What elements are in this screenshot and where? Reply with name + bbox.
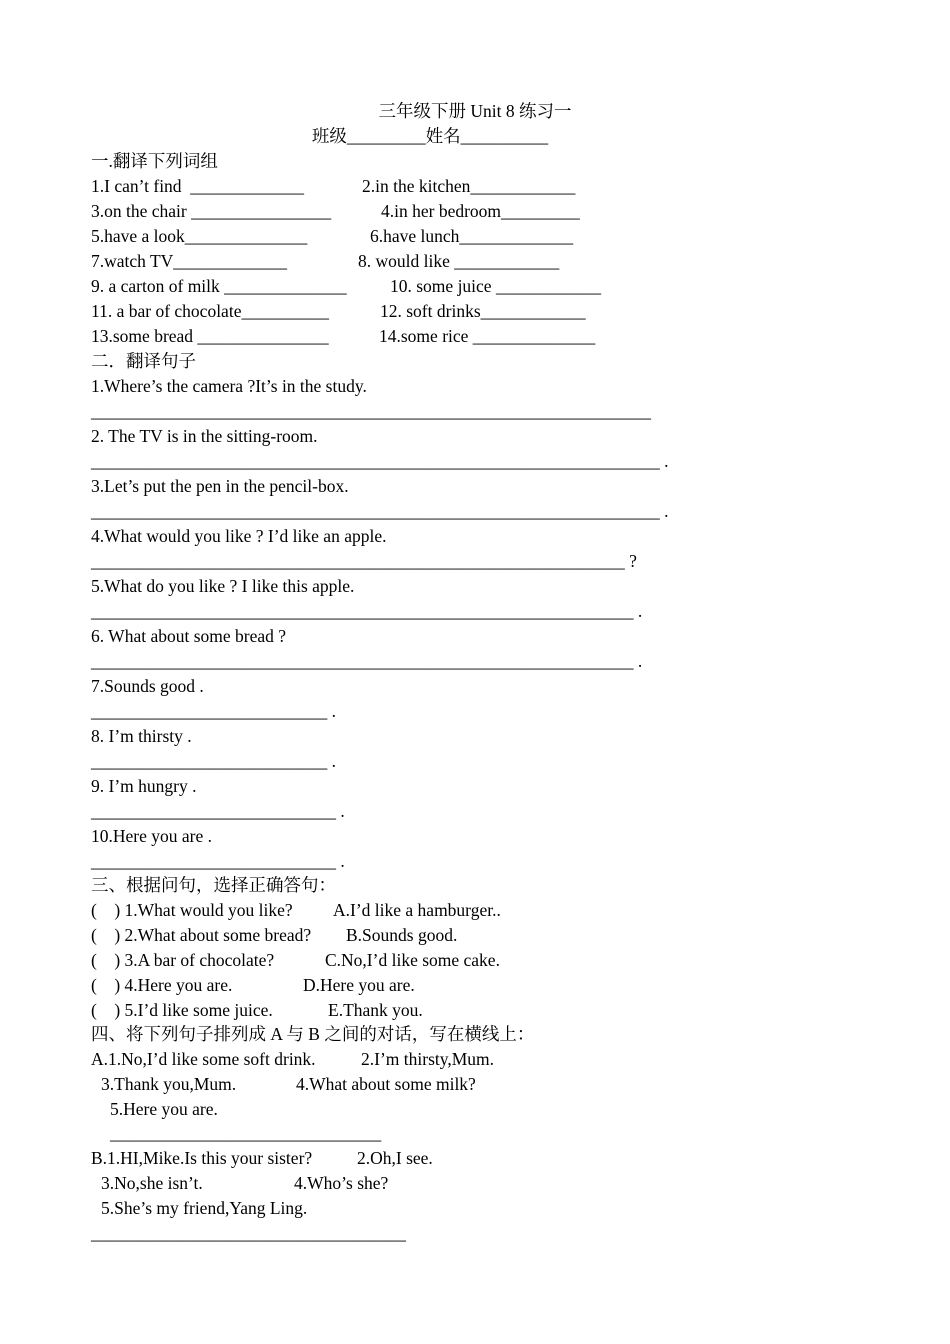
dialog-b-sentence: B.1.HI,Mike.Is this your sister?	[91, 1148, 313, 1168]
phrase-item[interactable]: 11. a bar of chocolate__________	[91, 301, 329, 321]
dialog-b-answer-line[interactable]: ____________________________________	[91, 1223, 406, 1243]
sentence-answer-line[interactable]: ____________________________ .	[91, 801, 345, 821]
sentence-prompt: 7.Sounds good .	[91, 676, 204, 696]
match-answer: E.Thank you.	[328, 1000, 423, 1020]
dialog-a-sentence: 3.Thank you,Mum.	[101, 1074, 237, 1094]
match-question[interactable]: ( ) 2.What about some bread?	[91, 925, 312, 945]
sentence-answer-line[interactable]: _________________________________________________________________ .	[91, 451, 669, 471]
section3-heading: 三、根据问句，选择正确答句：	[91, 875, 336, 895]
sentence-answer-line[interactable]: ____________________________ .	[91, 851, 345, 871]
sentence-prompt: 5.What do you like ? I like this apple.	[91, 576, 355, 596]
dialog-b-sentence: 3.No,she isn’t.	[101, 1173, 203, 1193]
phrase-item[interactable]: 10. some juice ____________	[390, 276, 601, 296]
match-question[interactable]: ( ) 3.A bar of chocolate?	[91, 950, 275, 970]
sentence-answer-line[interactable]: ________________________________________________________________	[91, 401, 651, 421]
sentence-prompt: 9. I’m hungry .	[91, 776, 197, 796]
dialog-a-sentence: 5.Here you are.	[110, 1099, 218, 1119]
phrase-item[interactable]: 7.watch TV_____________	[91, 251, 288, 271]
sentence-answer-line[interactable]: _____________________________________________________________ ?	[91, 551, 637, 571]
match-answer: C.No,I’d like some cake.	[325, 950, 500, 970]
sentence-answer-line[interactable]: ___________________________ .	[91, 701, 336, 721]
match-answer: B.Sounds good.	[346, 925, 458, 945]
phrase-item[interactable]: 12. soft drinks____________	[380, 301, 586, 321]
phrase-item[interactable]: 5.have a look______________	[91, 226, 308, 246]
match-question[interactable]: ( ) 1.What would you like?	[91, 900, 293, 920]
sentence-prompt: 10.Here you are .	[91, 826, 212, 846]
section1-heading: 一.翻译下列词组	[91, 151, 218, 171]
section4-heading: 四、将下列句子排列成 A 与 B 之间的对话，写在横线上：	[91, 1024, 535, 1044]
sentence-prompt: 6. What about some bread ?	[91, 626, 287, 646]
match-answer: A.I’d like a hamburger..	[333, 900, 501, 920]
match-answer: D.Here you are.	[303, 975, 415, 995]
dialog-b-sentence: 5.She’s my friend,Yang Ling.	[101, 1198, 308, 1218]
sentence-prompt: 8. I’m thirsty .	[91, 726, 192, 746]
phrase-item[interactable]: 1.I can’t find _____________	[91, 176, 305, 196]
phrase-item[interactable]: 6.have lunch_____________	[370, 226, 574, 246]
sentence-prompt: 4.What would you like ? I’d like an apple.	[91, 526, 387, 546]
section2-heading: 二．翻译句子	[91, 351, 196, 371]
dialog-b-sentence: 2.Oh,I see.	[357, 1148, 433, 1168]
sentence-answer-line[interactable]: ______________________________________________________________ .	[91, 601, 643, 621]
sentence-prompt: 1.Where’s the camera ?It’s in the study.	[91, 376, 367, 396]
phrase-item[interactable]: 2.in the kitchen____________	[362, 176, 576, 196]
dialog-b-sentence: 4.Who’s she?	[294, 1173, 389, 1193]
dialog-a-sentence: 2.I’m thirsty,Mum.	[361, 1049, 495, 1069]
phrase-item[interactable]: 13.some bread _______________	[91, 326, 329, 346]
dialog-a-sentence: 4.What about some milk?	[296, 1074, 476, 1094]
phrase-item[interactable]: 3.on the chair ________________	[91, 201, 332, 221]
sentence-prompt: 2. The TV is in the sitting-room.	[91, 426, 318, 446]
phrase-item[interactable]: 9. a carton of milk ______________	[91, 276, 347, 296]
phrase-item[interactable]: 4.in her bedroom_________	[381, 201, 580, 221]
dialog-a-answer-line[interactable]: _______________________________	[110, 1123, 382, 1143]
sentence-answer-line[interactable]: ______________________________________________________________ .	[91, 651, 643, 671]
sentence-prompt: 3.Let’s put the pen in the pencil-box.	[91, 476, 349, 496]
dialog-a-sentence: A.1.No,I’d like some soft drink.	[91, 1049, 316, 1069]
sentence-answer-line[interactable]: ___________________________ .	[91, 751, 336, 771]
page-title: 三年级下册 Unit 8 练习一	[378, 101, 572, 121]
phrase-item[interactable]: 14.some rice ______________	[379, 326, 596, 346]
sentence-answer-line[interactable]: _________________________________________________________________ .	[91, 501, 669, 521]
class-name-fields[interactable]: 班级_________姓名__________	[311, 126, 549, 146]
match-question[interactable]: ( ) 5.I’d like some juice.	[91, 1000, 273, 1020]
match-question[interactable]: ( ) 4.Here you are.	[91, 975, 233, 995]
phrase-item[interactable]: 8. would like ____________	[358, 251, 560, 271]
